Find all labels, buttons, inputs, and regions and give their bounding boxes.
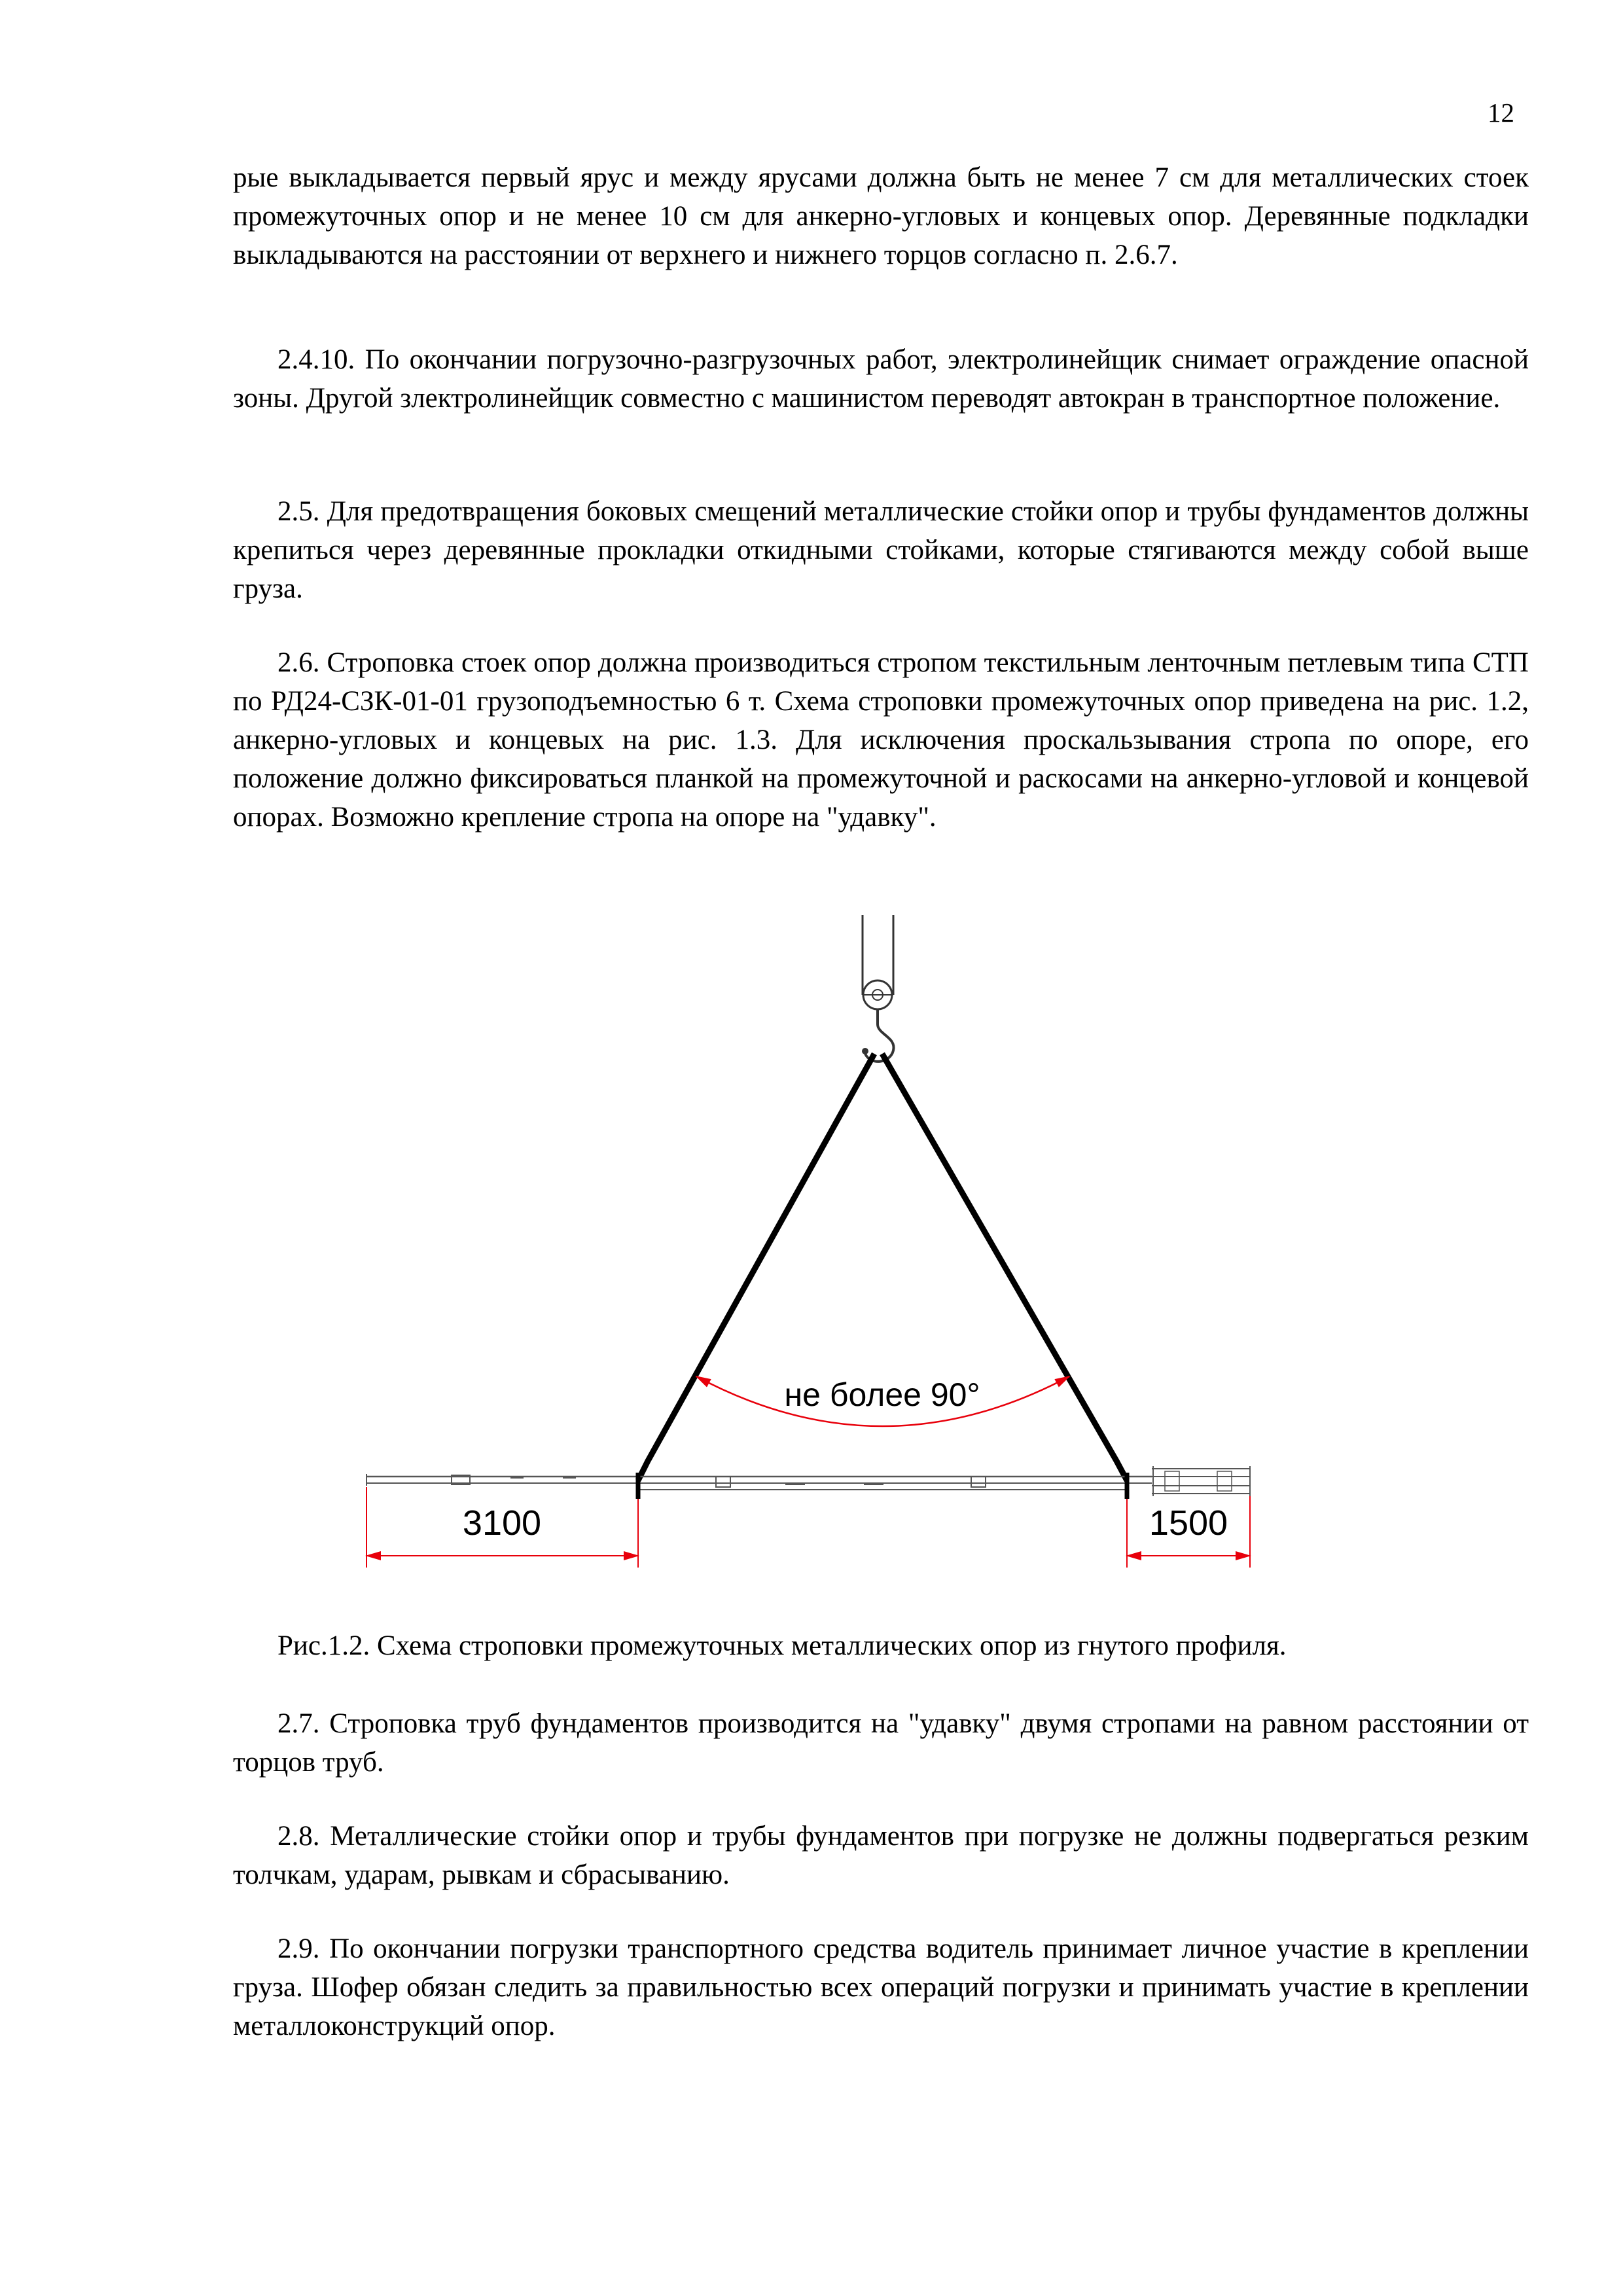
paragraph-2-8: 2.8. Металлические стойки опор и трубы фундаментов при погрузке не должны подвергаться резким толчкам, ударам, рывкам и сбрасыванию.: [233, 1821, 1529, 1890]
paragraph-2-9: 2.9. По окончании погрузки транспортного средства водитель принимает личное участие в креплении груза. Шофер обязан следить за правильностью всех операций погрузки и принимать участие в креплении металлоконструкций опор.: [233, 1933, 1529, 2041]
figure-caption: Рис.1.2. Схема строповки промежуточных металлических опор из гнутого профиля.: [277, 1630, 1287, 1661]
paragraph-2-6: 2.6. Строповка стоек опор должна производиться стропом текстильным ленточным петлевым типа СТП по РД24-СЗК-01-01 грузоподъемностью 6 т. Схема строповки промежуточных опор приведена на рис. 1.2, анкерно-угловых и концевых на рис. 1.3. Для исключения проскальзывания стропа по опоре, его положение должно фиксироваться планкой на промежуточной и раскосами на анкерно-угловой и концевой опорах. Возможно крепление стропа на опоре на "удавку".: [233, 647, 1529, 833]
dimension-left-value: 3100: [462, 1503, 542, 1543]
paragraph-2-4-10: 2.4.10. По окончании погрузочно-разгрузочных работ, электролинейщик снимает ограждение опасной зоны. Другой злектролинейщик совместно с машинистом переводят автокран в транспортное положение.: [233, 344, 1529, 414]
paragraph-2-7: 2.7. Строповка труб фундаментов производится на "удавку" двумя стропами на равном расстоянии от торцов труб.: [233, 1708, 1529, 1778]
slinging-scheme-figure: [0, 903, 1623, 1604]
angle-label: не более 90°: [784, 1376, 980, 1413]
pole-body: [366, 1466, 1250, 1496]
sling-legs: [638, 1054, 1127, 1480]
crane-hook-icon: [862, 915, 894, 1062]
page-number: 12: [1488, 98, 1514, 128]
paragraph-2-5: 2.5. Для предотвращения боковых смещений металлические стойки опор и трубы фундаментов должны крепиться через деревянные прокладки откидными стойками, которые стягиваются между собой выше груза.: [233, 496, 1529, 604]
paragraph-1: рые выкладывается первый ярус и между ярусами должна быть не менее 7 см для металлических стоек промежуточных опор и не менее 10 см для анкерно-угловых и концевых опор. Деревянные подкладки выкладываются на расстоянии от верхнего и нижнего торцов согласно п. 2.6.7.: [233, 162, 1529, 270]
dimension-right-value: 1500: [1149, 1503, 1228, 1543]
